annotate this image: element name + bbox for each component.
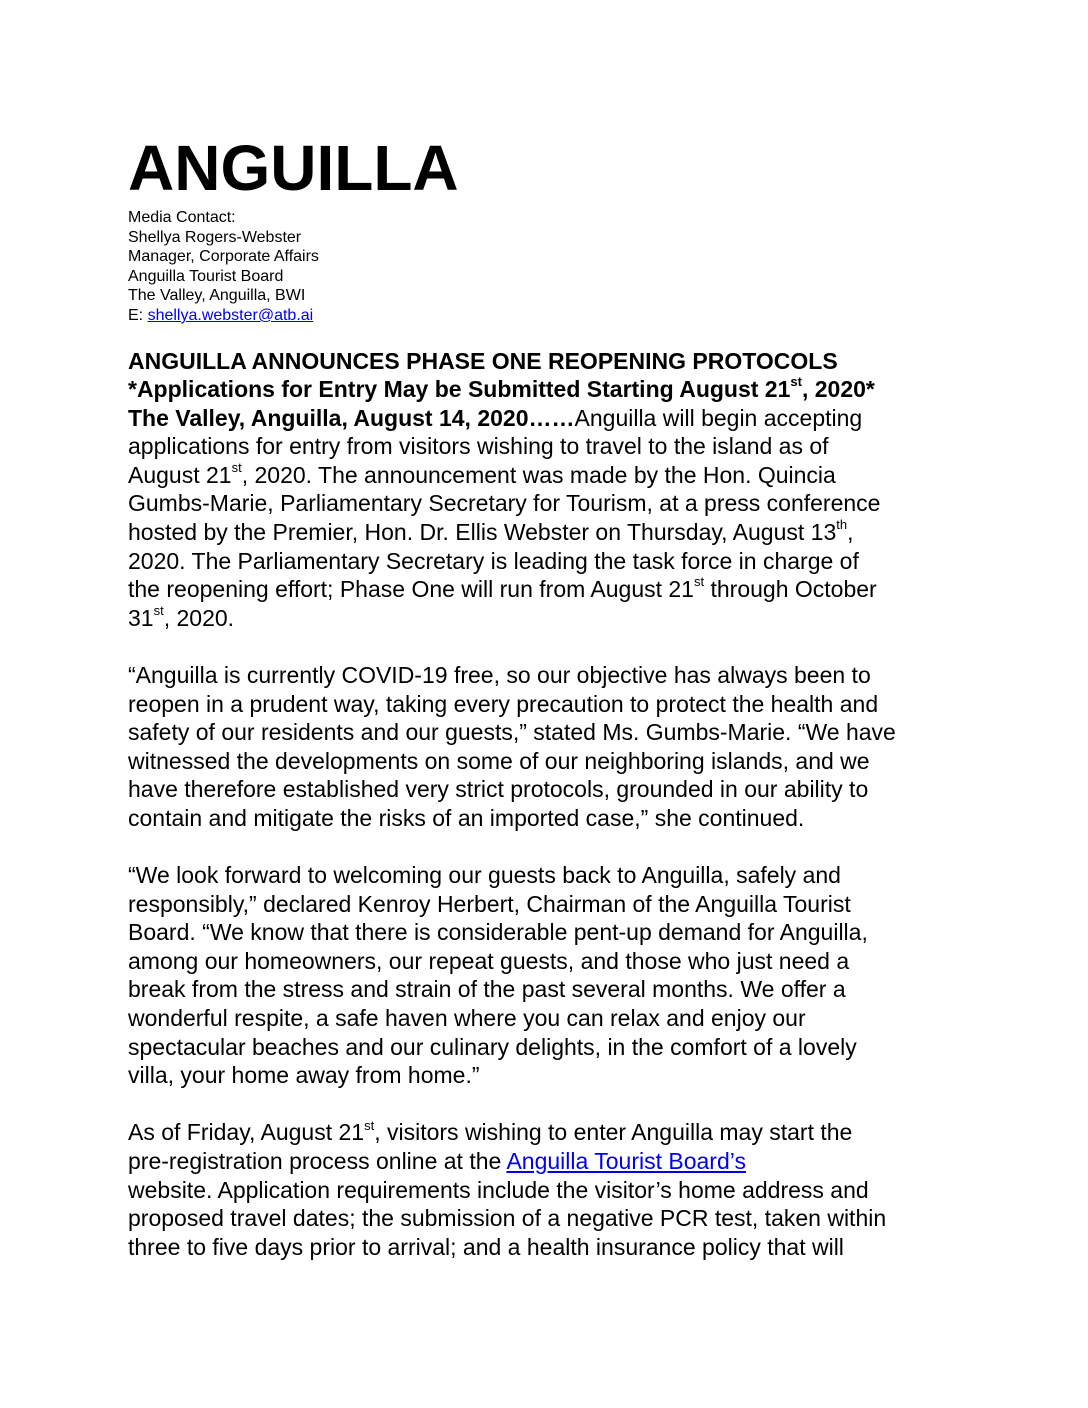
contact-label: Media Contact: bbox=[128, 209, 236, 226]
headline-block bbox=[128, 347, 968, 404]
tourist-board-link[interactable]: Anguilla Tourist Board’s bbox=[506, 1148, 746, 1174]
masthead-title: ANGUILLA bbox=[128, 132, 459, 204]
paragraph-2: “Anguilla is currently COVID-19 free, so our objective has always been to reopen in a prudent way, taking every precaution to protect the health and safety of our residents and our guests,” stated Ms. Gumbs-Marie. “We have witnessed the developments on some of our neighboring islands, and we have therefore established very strict protocols, grounded in our ability to contain and mitigate the risks of an imported case,” she continued. bbox=[128, 661, 896, 831]
contact-title: Manager, Corporate Affairs bbox=[128, 248, 319, 266]
paragraph-gap bbox=[128, 832, 968, 861]
contact-email-line bbox=[128, 306, 968, 326]
contact-email-link[interactable]: shellya.webster@atb.ai bbox=[147, 306, 314, 324]
article-body bbox=[128, 404, 968, 1262]
media-contact-block bbox=[128, 208, 968, 326]
email-prefix: E: bbox=[128, 306, 148, 324]
paragraph-3: “We look forward to welcoming our guests back to Anguilla, safely and responsibly,” declared Kenroy Herbert, Chairman of the Anguilla Tourist Board. “We know that there is considerable pent-up demand for Anguilla, among our homeowners, our repeat guests, and those who just need a break from the stress and strain of the past several months. We offer a wonderful respite, a safe haven where you can relax and enjoy our spectacular beaches and our culinary delights, in the comfort of a lovely villa, your home away from home.” bbox=[128, 862, 868, 1089]
document-page bbox=[128, 132, 968, 1261]
press-release-headline: ANGUILLA ANNOUNCES PHASE ONE REOPENING PROTOCOLS bbox=[128, 347, 838, 374]
press-release-subheadline: *Applications for Entry May be Submitted Starting August 21st, 2020* bbox=[128, 374, 875, 403]
contact-name: Shellya Rogers-Webster bbox=[128, 228, 302, 246]
dateline: The Valley, Anguilla, August 14, 2020…… bbox=[128, 404, 575, 431]
contact-address: The Valley, Anguilla, BWI bbox=[128, 287, 306, 305]
paragraph-gap bbox=[128, 632, 968, 661]
contact-org: Anguilla Tourist Board bbox=[128, 267, 284, 285]
paragraph-4: As of Friday, August 21st, visitors wishing to enter Anguilla may start the pre-registration process online at the Anguilla Tourist Board’s website. Application requirements include the visitor’s home address and proposed travel dates; the submission of a negative PCR test, taken within three to five days prior to arrival; and a health insurance policy that will bbox=[128, 1117, 887, 1260]
paragraph-gap bbox=[128, 1090, 968, 1119]
paragraph-1: The Valley, Anguilla, August 14, 2020……Anguilla will begin accepting applications for entry from visitors wishing to travel to the island as of August 21st, 2020. The announcement was made by the Hon. Quincia Gumbs-Marie, Parliamentary Secretary for Tourism, at a press conference hosted by the Premier, Hon. Dr. Ellis Webster on Thursday, August 13th, 2020. The Parliamentary Secretary is leading the task force in charge of the reopening effort; Phase One will run from August 21st through October 31st, 2020. bbox=[128, 404, 881, 631]
